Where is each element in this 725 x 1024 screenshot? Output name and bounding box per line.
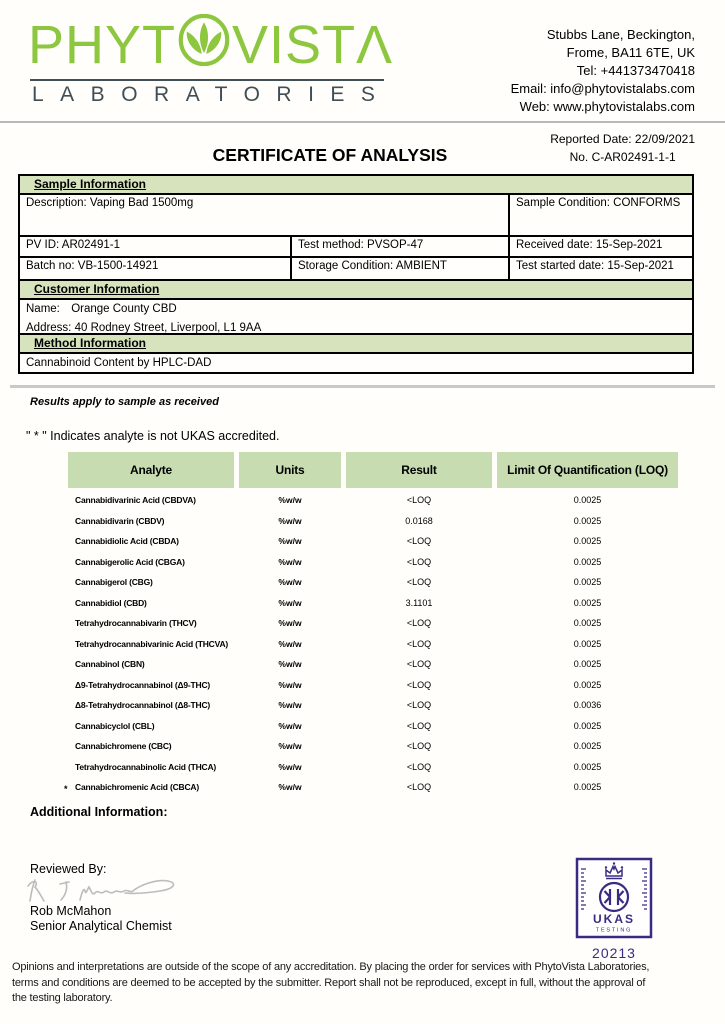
batch-no-cell: Batch no: VB-1500-14921 [20,258,290,279]
leaf-icon [178,14,230,75]
section-header-customer-information: Customer Information [18,279,694,300]
units-value: %w/w [278,577,302,588]
units-value: %w/w [278,515,302,526]
analyte-name: Cannabidivarinic Acid (CBDVA) [75,495,196,506]
result-value: <LOQ [406,659,432,670]
result-value: <LOQ [406,536,432,547]
section-header-method-information: Method Information [18,333,694,354]
analyte-name: Cannabigerolic Acid (CBGA) [75,556,185,567]
ukas-type: TESTING [595,927,633,934]
result-value: <LOQ [406,556,432,567]
result-value: <LOQ [406,495,432,506]
info-section [18,174,694,374]
footer-line-2: terms and conditions are deemed to be accepted by the submitter. Report shall not be reproduced, except in full, without the approval of [12,976,646,989]
loq-value: 0.0025 [573,577,602,588]
loq-value: 0.0025 [573,515,602,526]
loq-value: 0.0025 [573,638,602,649]
units-value: %w/w [278,761,302,772]
units-value: %w/w [278,782,302,793]
lab-contact-info [511,26,695,116]
customer-information-box [18,298,694,335]
reviewer-title: Senior Analytical Chemist [30,919,172,933]
analyte-name: Cannabicyclol (CBL) [75,720,155,731]
reviewed-by-label: Reviewed By: [30,862,107,876]
units-value: %w/w [278,700,302,711]
loq-value: 0.0025 [573,720,602,731]
ukas-logo-icon [575,857,653,939]
table-row [68,634,678,655]
result-value: <LOQ [406,618,432,629]
lab-website: Web: www.phytovistalabs.com [519,99,695,114]
table-row [68,695,678,716]
units-value: %w/w [278,679,302,690]
method-information-box: Cannabinoid Content by HPLC-DAD [18,352,694,374]
analyte-name: Cannabigerol (CBG) [75,577,153,588]
lab-address-line-2: Frome, BA11 6TE, UK [566,45,695,60]
sample-information-table [18,193,694,281]
footer-line-3: the testing laboratory. [12,992,113,1004]
result-value: <LOQ [406,782,432,793]
analyte-name: Cannabichromene (CBC) [75,741,172,752]
analyte-name: Δ8-Tetrahydrocannabinol (Δ8-THC) [75,700,211,711]
logo-text-left: PHYT [28,14,177,75]
table-row [68,531,678,552]
analyte-name: Cannabidivarin (CBDV) [75,515,165,526]
sample-description-cell: Description: Vaping Bad 1500mg [20,195,508,235]
col-header-loq: Limit Of Quantification (LOQ) [497,452,678,488]
result-value: <LOQ [406,679,432,690]
col-header-units: Units [239,452,341,488]
table-row [68,552,678,573]
loq-value: 0.0025 [573,679,602,690]
additional-information-label: Additional Information: [30,805,168,819]
result-value: <LOQ [406,638,432,649]
table-row [68,593,678,614]
units-value: %w/w [278,495,302,506]
reported-date: Reported Date: 22/09/2021 [550,132,695,146]
col-header-result: Result [346,452,492,488]
units-value: %w/w [278,741,302,752]
result-value: 0.0168 [405,515,433,526]
result-value: <LOQ [406,741,432,752]
customer-name-line [26,303,686,315]
result-value: <LOQ [406,761,432,772]
customer-name-label: Name: [26,303,60,315]
customer-address-label: Address: [26,322,72,334]
footer-disclaimer [12,960,717,1007]
units-value: %w/w [278,659,302,670]
storage-condition-cell: Storage Condition: AMBIENT [292,258,508,279]
logo-text-right: VISTΛ [232,14,394,75]
loq-value: 0.0025 [573,495,602,506]
results-table [64,452,678,798]
customer-name-value: Orange County CBD [71,303,177,315]
loq-value: 0.0025 [573,782,602,793]
result-value: <LOQ [406,700,432,711]
units-value: %w/w [278,556,302,567]
table-row [68,716,678,737]
loq-value: 0.0025 [573,556,602,567]
not-accredited-marker: * [64,784,68,795]
analyte-name: Tetrahydrocannabivarinic Acid (THCVA) [75,638,229,649]
lab-phone: Tel: +441373470418 [576,63,695,78]
result-value: 3.1101 [405,597,433,608]
table-row [68,490,678,511]
table-row [68,572,678,593]
logo-wordmark [28,14,394,75]
report-number: No. C-AR02491-1-1 [569,150,676,164]
test-started-date-cell: Test started date: 15-Sep-2021 [510,258,692,279]
analyte-name: Cannabidiolic Acid (CBDA) [75,536,179,547]
loq-value: 0.0036 [573,700,602,711]
analyte-name: Tetrahydrocannabivarin (THCV) [75,618,197,629]
loq-value: 0.0025 [573,761,602,772]
table-row [68,613,678,634]
customer-address-value: 40 Rodney Street, Liverpool, L1 9AA [74,322,262,334]
certificate-title: CERTIFICATE OF ANALYSIS [212,145,448,165]
col-header-analyte: Analyte [68,452,234,488]
phytovista-logo [28,14,394,107]
sample-condition-cell: Sample Condition: CONFORMS [510,195,692,235]
table-row [68,675,678,696]
units-value: %w/w [278,720,302,731]
reviewer-name: Rob McMahon [30,904,112,918]
content-divider-line [10,385,715,388]
result-value: <LOQ [406,720,432,731]
units-value: %w/w [278,597,302,608]
lab-address-line-1: Stubbs Lane, Beckington, [546,27,695,42]
analyte-name: Tetrahydrocannabinolic Acid (THCA) [75,761,217,772]
pv-id-cell: PV ID: AR02491-1 [20,237,290,256]
loq-value: 0.0025 [573,536,602,547]
section-header-sample-information: Sample Information [18,174,694,195]
loq-value: 0.0025 [573,597,602,608]
analyte-name: Cannabidiol (CBD) [75,597,147,608]
table-row [68,736,678,757]
logo-subtitle: LABORATORIES [32,83,392,106]
sample-received-note: Results apply to sample as received [30,396,219,408]
header-divider-line [0,121,725,123]
table-row [68,757,678,778]
footer-line-1: Opinions and interpretations are outside of the scope of any accreditation. By placing the order for services with PhytoVista Laboratories, [12,961,650,973]
ukas-number: 20213 [592,945,636,961]
loq-value: 0.0025 [573,659,602,670]
table-row [68,511,678,532]
ukas-accreditation-mark [566,857,662,961]
ukas-name: UKAS [592,912,636,926]
report-meta [550,130,695,166]
analyte-name: * Cannabichromenic Acid (CBCA) [64,782,199,795]
loq-value: 0.0025 [573,618,602,629]
lab-email: Email: info@phytovistalabs.com [510,81,695,96]
accreditation-note: " * " Indicates analyte is not UKAS accredited. [26,429,280,443]
logo-divider [30,79,384,81]
table-row [64,777,678,798]
units-value: %w/w [278,536,302,547]
result-value: <LOQ [406,577,432,588]
analyte-name: Cannabinol (CBN) [75,659,145,670]
loq-value: 0.0025 [573,741,602,752]
received-date-cell: Received date: 15-Sep-2021 [510,237,692,256]
results-table-header [68,452,678,488]
table-row [68,654,678,675]
analyte-name: Δ9-Tetrahydrocannabinol (Δ9-THC) [75,679,211,690]
test-method-cell: Test method: PVSOP-47 [292,237,508,256]
units-value: %w/w [278,618,302,629]
results-table-body [64,490,678,798]
units-value: %w/w [278,638,302,649]
